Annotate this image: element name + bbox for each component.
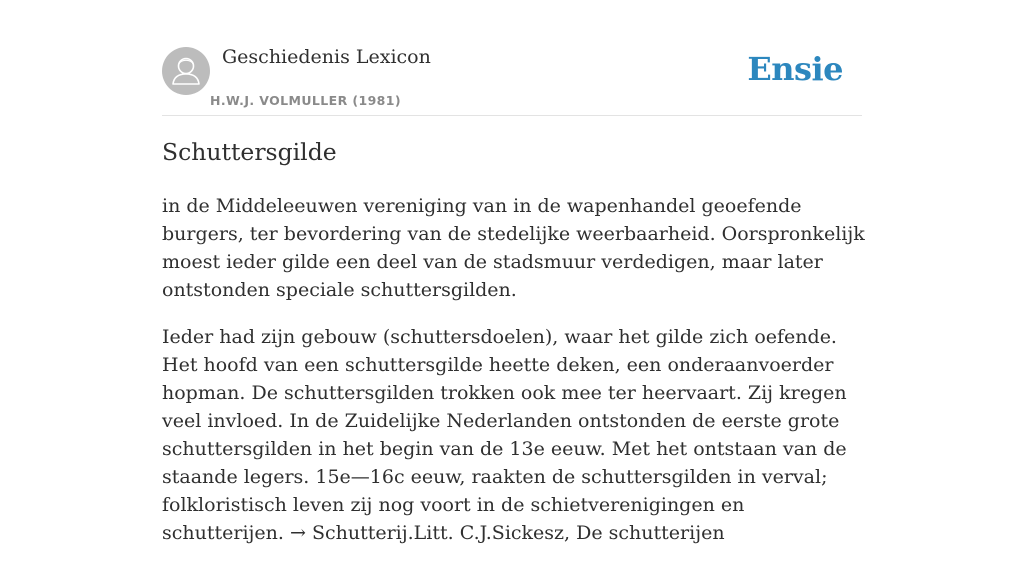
source-author[interactable]: H.W.J. VOLMULLER (1981)	[210, 93, 401, 108]
user-icon	[162, 47, 210, 95]
brand-logo[interactable]: Ensie	[747, 50, 843, 88]
article-page	[162, 0, 865, 544]
entry-paragraph: Ieder had zijn gebouw (schuttersdoelen), waar het gilde zich oefende. Het hoofd van een schuttersgilde heette deken, een onderaanvoerder hopman. De schuttersgilden trokken ook mee ter heervaart. Zij kregen veel invloed. In de Zuidelijke Nederlanden ontstonden de eerste grote schuttersgilden in het begin van de 13e eeuw. Met het ontstaan van de staande legers. 15e—16c eeuw, raakten de schuttersgilden in verval; folkloristisch leven zij nog voort in de schietverenigingen en schutterijen. → Schutterij.Litt. C.J.Sickesz, De schutterijen	[162, 326, 847, 544]
entry-body	[162, 192, 866, 566]
entry-paragraph: in de Middeleeuwen vereniging van in de wapenhandel geoefende burgers, ter bevordering van de stedelijke weerbaarheid. Oorspronkelijk moest ieder gilde een deel van de stadsmuur verdedigen, maar later ontstonden speciale schuttersgilden.	[162, 195, 865, 301]
entry-title: Schuttersgilde	[162, 138, 337, 166]
source-header	[162, 0, 862, 116]
avatar[interactable]	[162, 47, 210, 95]
source-title[interactable]: Geschiedenis Lexicon	[222, 46, 431, 68]
